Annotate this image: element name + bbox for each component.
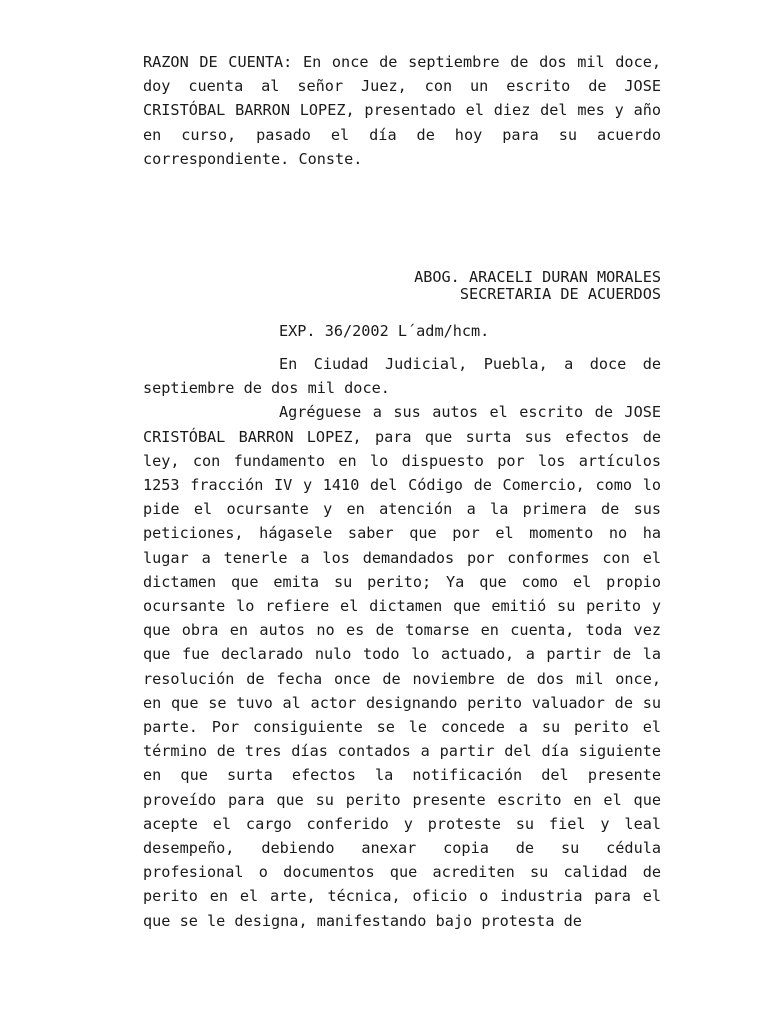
place-date-paragraph: En Ciudad Judicial, Puebla, a doce de septiembre de dos mil doce.	[143, 355, 661, 398]
razon-de-cuenta-paragraph: RAZON DE CUENTA: En once de septiembre de dos mil doce, doy cuenta al señor Juez, con un escrito de JOSE CRISTÓBAL BARRON LOPEZ, presentado el diez del mes y año en curso, pasado el día de hoy para su acuerdo correspondiente. Conste.	[143, 53, 661, 168]
document-page	[143, 50, 661, 933]
signature-role: SECRETARIA DE ACUERDOS	[459, 285, 661, 304]
expediente-number: EXP. 36/2002 L´adm/hcm.	[279, 322, 490, 341]
signature-block	[143, 269, 661, 303]
signature-name: ABOG. ARACELI DURAN MORALES	[414, 268, 661, 287]
body-paragraph: Agréguese a sus autos el escrito de JOSE CRISTÓBAL BARRON LOPEZ, para que surta sus efectos de ley, con fundamento en lo dispuesto por los artículos 1253 fracción IV y 1410 del Código de Comercio, como lo pide el ocursante y en atención a la primera de sus peticiones, hágasele saber que por el momento no ha lugar a tenerle a los demandados por conformes con el dictamen que emita su perito; Ya que como el propio ocursante lo refiere el dictamen que emitió su perito y que obra en autos no es de tomarse en cuenta, toda vez que fue declarado nulo todo lo actuado, a partir de la resolución de fecha once de noviembre de dos mil once, en que se tuvo al actor designando perito valuador de su parte. Por consiguiente se le concede a su perito el término de tres días contados a partir del día siguiente en que surta efectos la notificación del presente proveído para que su perito presente escrito en el que acepte el cargo conferido y proteste su fiel y leal desempeño, debiendo anexar copia de su cédula profesional o documentos que acrediten su calidad de perito en el arte, técnica, oficio o industria para el que se le designa, manifestando bajo protesta de	[143, 403, 661, 930]
